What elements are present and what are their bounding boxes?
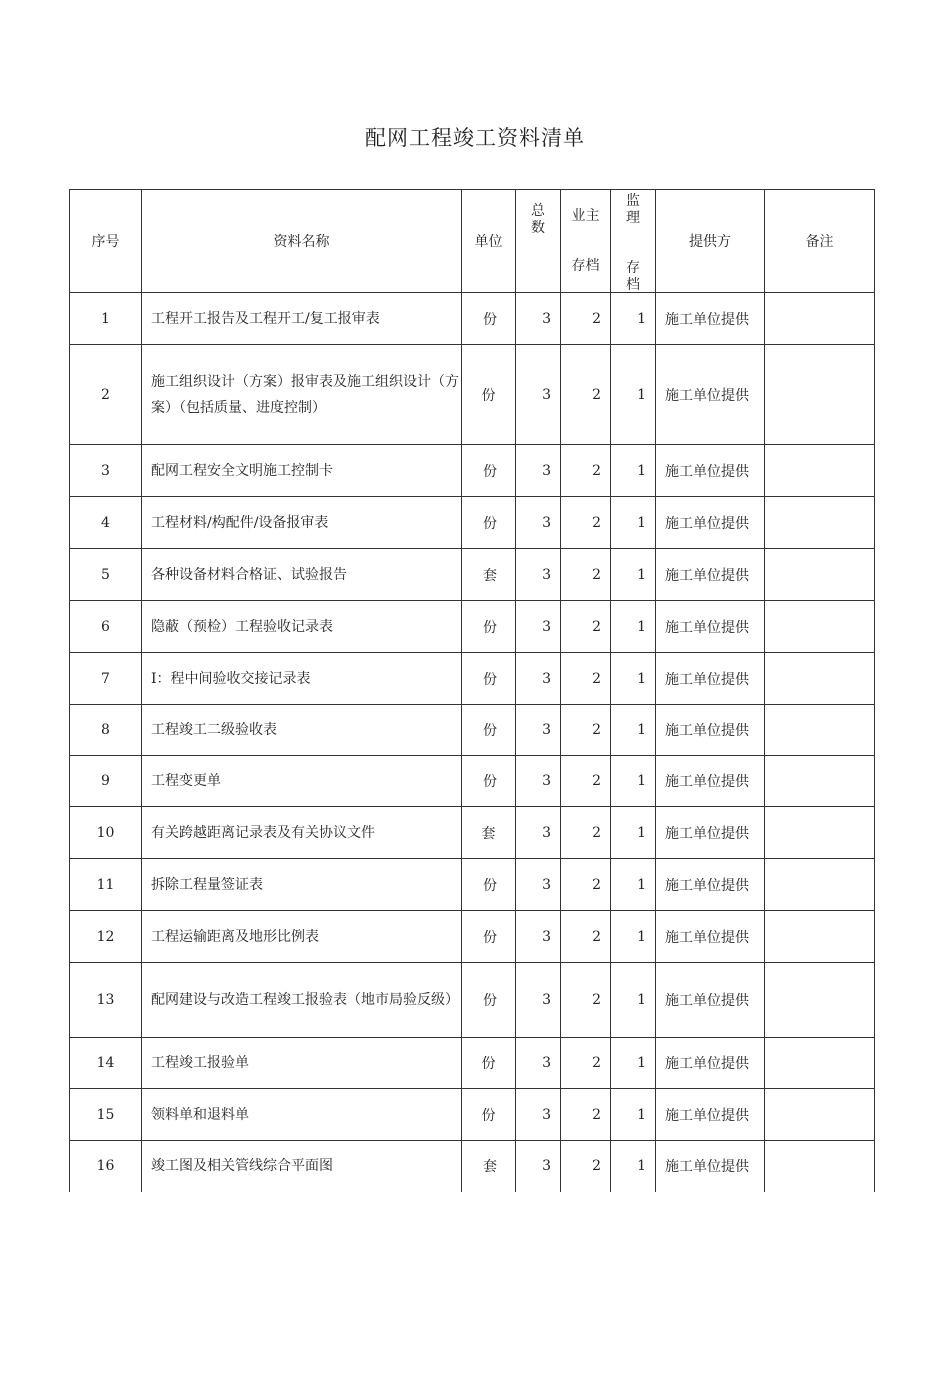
table-row	[70, 445, 875, 497]
cell-owner: 2	[561, 601, 611, 653]
cell-unit: 套	[462, 807, 516, 859]
cell-supervisor: 1	[611, 549, 656, 601]
cell-supervisor: 1	[611, 601, 656, 653]
cell-provider: 施工单位提供	[656, 445, 765, 497]
cell-remark	[765, 653, 875, 705]
cell-name: 工程运输距离及地形比例表	[142, 911, 462, 963]
cell-seq: 6	[70, 601, 142, 653]
cell-total: 3	[516, 345, 561, 445]
cell-name: 施工组织设计（方案）报审表及施工组织设计（方案）（包括质量、进度控制）	[142, 345, 462, 445]
table-row	[70, 601, 875, 653]
cell-total: 3	[516, 807, 561, 859]
cell-provider: 施工单位提供	[656, 705, 765, 756]
cell-total: 3	[516, 911, 561, 963]
table-row	[70, 1089, 875, 1141]
cell-remark	[765, 756, 875, 807]
cell-unit: 份	[462, 911, 516, 963]
cell-unit: 份	[462, 1038, 516, 1089]
cell-provider: 施工单位提供	[656, 549, 765, 601]
cell-name: 配网建设与改造工程竣工报验表（地市局验反级）	[142, 963, 462, 1038]
cell-remark	[765, 293, 875, 345]
cell-seq: 16	[70, 1141, 142, 1192]
cell-supervisor: 1	[611, 963, 656, 1038]
cell-seq: 4	[70, 497, 142, 549]
cell-owner: 2	[561, 1038, 611, 1089]
cell-total: 3	[516, 445, 561, 497]
cell-remark	[765, 1141, 875, 1192]
cell-name: 工程竣工报验单	[142, 1038, 462, 1089]
header-seq: 序号	[70, 190, 142, 293]
cell-seq: 5	[70, 549, 142, 601]
cell-provider: 施工单位提供	[656, 859, 765, 911]
cell-unit: 份	[462, 445, 516, 497]
header-owner-line1: 业主	[571, 208, 600, 224]
header-unit: 单位	[462, 190, 516, 293]
cell-name: 拆除工程量签证表	[142, 859, 462, 911]
document-list-table	[69, 189, 875, 1192]
header-supervisor-line2: 理	[626, 210, 640, 226]
cell-supervisor: 1	[611, 807, 656, 859]
cell-name: 领料单和退料单	[142, 1089, 462, 1141]
header-provider: 提供方	[656, 190, 765, 293]
cell-seq: 11	[70, 859, 142, 911]
cell-name: 工程变更单	[142, 756, 462, 807]
cell-unit: 份	[462, 653, 516, 705]
table-row	[70, 345, 875, 445]
cell-owner: 2	[561, 1089, 611, 1141]
cell-owner: 2	[561, 497, 611, 549]
cell-owner: 2	[561, 345, 611, 445]
cell-remark	[765, 445, 875, 497]
table-row	[70, 705, 875, 756]
cell-provider: 施工单位提供	[656, 1141, 765, 1192]
cell-remark	[765, 859, 875, 911]
cell-remark	[765, 601, 875, 653]
cell-seq: 7	[70, 653, 142, 705]
header-total-line2: 数	[531, 220, 545, 236]
cell-total: 3	[516, 601, 561, 653]
table-header-row	[70, 190, 875, 293]
cell-supervisor: 1	[611, 345, 656, 445]
cell-provider: 施工单位提供	[656, 345, 765, 445]
cell-unit: 份	[462, 756, 516, 807]
cell-total: 3	[516, 756, 561, 807]
header-total-line1: 总	[531, 203, 545, 219]
cell-supervisor: 1	[611, 705, 656, 756]
cell-seq: 10	[70, 807, 142, 859]
cell-owner: 2	[561, 963, 611, 1038]
cell-supervisor: 1	[611, 293, 656, 345]
cell-owner: 2	[561, 293, 611, 345]
header-supervisor-line4: 档	[626, 277, 640, 293]
cell-remark	[765, 705, 875, 756]
header-name: 资料名称	[142, 190, 462, 293]
cell-owner: 2	[561, 911, 611, 963]
cell-supervisor: 1	[611, 497, 656, 549]
page-title: 配网工程竣工资料清单	[365, 126, 585, 150]
cell-owner: 2	[561, 807, 611, 859]
cell-name: 工程竣工二级验收表	[142, 705, 462, 756]
table-row	[70, 911, 875, 963]
cell-name: 竣工图及相关管线综合平面图	[142, 1141, 462, 1192]
cell-unit: 份	[462, 293, 516, 345]
cell-name: I：程中间验收交接记录表	[142, 653, 462, 705]
cell-provider: 施工单位提供	[656, 963, 765, 1038]
header-supervisor-line3: 存	[626, 260, 640, 276]
cell-remark	[765, 345, 875, 445]
table-row	[70, 1141, 875, 1192]
cell-owner: 2	[561, 756, 611, 807]
cell-total: 3	[516, 497, 561, 549]
cell-seq: 1	[70, 293, 142, 345]
header-remark: 备注	[765, 190, 875, 293]
cell-total: 3	[516, 653, 561, 705]
cell-unit: 份	[462, 963, 516, 1038]
header-supervisor-line1: 监	[626, 193, 640, 209]
cell-provider: 施工单位提供	[656, 497, 765, 549]
table-row	[70, 653, 875, 705]
cell-supervisor: 1	[611, 445, 656, 497]
cell-total: 3	[516, 705, 561, 756]
cell-seq: 15	[70, 1089, 142, 1141]
table-row	[70, 293, 875, 345]
cell-total: 3	[516, 859, 561, 911]
header-owner-line2: 存档	[571, 258, 600, 274]
cell-supervisor: 1	[611, 859, 656, 911]
cell-total: 3	[516, 293, 561, 345]
table-body	[70, 293, 875, 1192]
cell-supervisor: 1	[611, 1038, 656, 1089]
cell-owner: 2	[561, 859, 611, 911]
cell-seq: 8	[70, 705, 142, 756]
cell-owner: 2	[561, 445, 611, 497]
cell-total: 3	[516, 963, 561, 1038]
cell-unit: 份	[462, 345, 516, 445]
cell-remark	[765, 549, 875, 601]
cell-provider: 施工单位提供	[656, 293, 765, 345]
table-row	[70, 807, 875, 859]
cell-remark	[765, 497, 875, 549]
table-row	[70, 756, 875, 807]
cell-provider: 施工单位提供	[656, 653, 765, 705]
cell-name: 配网工程安全文明施工控制卡	[142, 445, 462, 497]
cell-unit: 份	[462, 1089, 516, 1141]
cell-name: 有关跨越距离记录表及有关协议文件	[142, 807, 462, 859]
cell-provider: 施工单位提供	[656, 911, 765, 963]
cell-total: 3	[516, 549, 561, 601]
cell-supervisor: 1	[611, 1141, 656, 1192]
cell-seq: 3	[70, 445, 142, 497]
cell-seq: 9	[70, 756, 142, 807]
cell-owner: 2	[561, 653, 611, 705]
cell-name: 隐蔽（预检）工程验收记录表	[142, 601, 462, 653]
cell-supervisor: 1	[611, 756, 656, 807]
cell-provider: 施工单位提供	[656, 1089, 765, 1141]
cell-name: 各种设备材料合格证、试验报告	[142, 549, 462, 601]
cell-supervisor: 1	[611, 653, 656, 705]
cell-name: 工程开工报告及工程开工/复工报审表	[142, 293, 462, 345]
table-row	[70, 497, 875, 549]
cell-provider: 施工单位提供	[656, 756, 765, 807]
cell-owner: 2	[561, 705, 611, 756]
table-row	[70, 859, 875, 911]
cell-unit: 份	[462, 497, 516, 549]
cell-name: 工程材料/构配件/设备报审表	[142, 497, 462, 549]
cell-seq: 14	[70, 1038, 142, 1089]
cell-total: 3	[516, 1038, 561, 1089]
cell-provider: 施工单位提供	[656, 807, 765, 859]
header-total	[516, 190, 561, 293]
cell-total: 3	[516, 1141, 561, 1192]
cell-remark	[765, 1038, 875, 1089]
cell-provider: 施工单位提供	[656, 601, 765, 653]
header-supervisor	[611, 190, 656, 293]
cell-owner: 2	[561, 1141, 611, 1192]
cell-remark	[765, 963, 875, 1038]
cell-seq: 13	[70, 963, 142, 1038]
table-row	[70, 963, 875, 1038]
cell-supervisor: 1	[611, 1089, 656, 1141]
cell-remark	[765, 807, 875, 859]
cell-total: 3	[516, 1089, 561, 1141]
table-row	[70, 549, 875, 601]
cell-remark	[765, 911, 875, 963]
cell-seq: 12	[70, 911, 142, 963]
cell-remark	[765, 1089, 875, 1141]
header-owner	[561, 190, 611, 293]
cell-unit: 套	[462, 1141, 516, 1192]
cell-supervisor: 1	[611, 911, 656, 963]
cell-seq: 2	[70, 345, 142, 445]
table-row	[70, 1038, 875, 1089]
cell-unit: 份	[462, 859, 516, 911]
cell-unit: 份	[462, 601, 516, 653]
cell-unit: 套	[462, 549, 516, 601]
cell-unit: 份	[462, 705, 516, 756]
cell-owner: 2	[561, 549, 611, 601]
cell-provider: 施工单位提供	[656, 1038, 765, 1089]
